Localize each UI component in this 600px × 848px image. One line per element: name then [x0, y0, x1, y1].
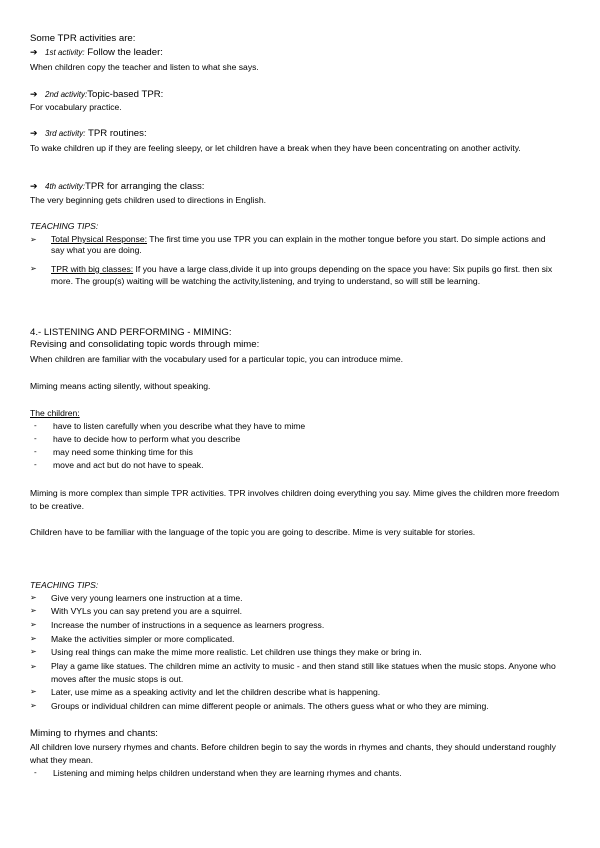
activity-label: 1st activity:	[45, 48, 85, 57]
activity-label: 4th activity:	[45, 182, 86, 191]
arrow-right-icon: ➔	[30, 89, 38, 99]
mime-definition: Miming means acting silently, without speaking.	[30, 381, 211, 391]
list-item: - have to listen carefully when you describe what they have to mime	[34, 421, 306, 431]
activity-title: Topic-based TPR:	[87, 89, 164, 100]
activity-label: 3rd activity:	[45, 129, 86, 138]
paragraph: Miming is more complex than simple TPR activities. TPR involves children doing everything you say. Mime gives the children more freedom to be creative.	[30, 488, 560, 511]
list-item: - Listening and miming helps children understand when they are learning rhymes and chants.	[34, 768, 402, 778]
arrowhead-bullet-icon: ➢	[30, 606, 37, 615]
section-title: 4.- LISTENING AND PERFORMING - MIMING:	[30, 327, 232, 338]
tip-item: ➢ Later, use mime as a speaking activity and let the children describe what is happening.	[30, 687, 381, 697]
arrowhead-bullet-icon: ➢	[30, 593, 37, 602]
tip-text: The first time you use TPR you can explain in the mother tongue before you start. Do simple actions and say what you are doing.	[51, 234, 546, 255]
arrowhead-bullet-icon: ➢	[30, 620, 37, 629]
arrowhead-bullet-icon: ➢	[30, 701, 37, 710]
teaching-tips-heading: TEACHING TIPS:	[30, 221, 99, 231]
section-subtitle: Revising and consolidating topic words through mime:	[30, 339, 260, 350]
activity-2	[30, 89, 574, 101]
tip-text: If you have a large class,divide it up into groups depending on the space you have: Six pupils go first. then six more. The group(s) waiting will be watching the activity,listening, and trying to understand, so will still be learning.	[51, 264, 553, 286]
list-item: - move and act but do not have to speak.	[34, 460, 204, 470]
paragraph: Children have to be familiar with the language of the topic you are going to describe. Mime is very suitable for stories.	[30, 527, 476, 537]
activity-title: Follow the leader:	[84, 47, 163, 58]
activity-3-desc: To wake children up if they are feeling sleepy, or let children have a break when they have been concentrating on another activity.	[30, 143, 521, 153]
list-item: - may need some thinking time for this	[34, 447, 193, 457]
arrowhead-bullet-icon: ➢	[30, 662, 37, 671]
children-heading: The children:	[30, 408, 80, 418]
tip-item: ➢ Using real things can make the mime more realistic. Let children use things they make or bring in.	[30, 647, 422, 657]
tip-item: ➢ Play a game like statues. The children mime an activity to music - and then stand still like statues when the music stops. Anyone who moves after the music stops is out.	[30, 661, 556, 684]
tip-item: ➢ Groups or individual children can mime different people or animals. The others guess what or who they are miming.	[30, 701, 489, 711]
arrowhead-bullet-icon: ➢	[30, 264, 37, 273]
activity-4-desc: The very beginning gets children used to directions in English.	[30, 195, 266, 205]
arrow-right-icon: ➔	[30, 47, 38, 57]
arrowhead-bullet-icon: ➢	[30, 687, 37, 696]
tip-item: ➢ Make the activities simpler or more complicated.	[30, 634, 235, 644]
arrowhead-bullet-icon: ➢	[30, 235, 37, 244]
teaching-tips-heading: TEACHING TIPS:	[30, 580, 99, 590]
tip-term: Total Physical Response:	[51, 234, 148, 244]
activity-1-desc: When children copy the teacher and listen to what she says.	[30, 62, 259, 72]
tip-item: ➢ Give very young learners one instruction at a time.	[30, 593, 243, 603]
tip-item	[30, 263, 560, 287]
arrowhead-bullet-icon: ➢	[30, 634, 37, 643]
activity-title: TPR for arranging the class:	[85, 181, 205, 192]
activity-1	[30, 47, 574, 59]
arrowhead-bullet-icon: ➢	[30, 647, 37, 656]
intro-line: Some TPR activities are:	[30, 33, 136, 44]
tip-term: TPR with big classes:	[51, 264, 134, 274]
tip-item: ➢ Increase the number of instructions in a sequence as learners progress.	[30, 620, 325, 630]
arrow-right-icon: ➔	[30, 128, 38, 138]
activity-4	[30, 181, 574, 193]
arrow-right-icon: ➔	[30, 181, 38, 191]
activity-label: 2nd activity:	[45, 90, 88, 99]
list-item: - have to decide how to perform what you describe	[34, 434, 241, 444]
rhymes-text: All children love nursery rhymes and chants. Before children begin to say the words in rhymes and chants, they should understand roughly what they mean.	[30, 742, 556, 765]
rhymes-title: Miming to rhymes and chants:	[30, 728, 158, 739]
activity-3	[30, 128, 574, 140]
tip-item: ➢ With VYLs you can say pretend you are a squirrel.	[30, 606, 243, 616]
activity-title: TPR routines:	[85, 128, 147, 139]
activity-2-desc: For vocabulary practice.	[30, 102, 122, 112]
section-intro: When children are familiar with the vocabulary used for a particular topic, you can introduce mime.	[30, 354, 404, 364]
tip-item	[30, 234, 560, 256]
